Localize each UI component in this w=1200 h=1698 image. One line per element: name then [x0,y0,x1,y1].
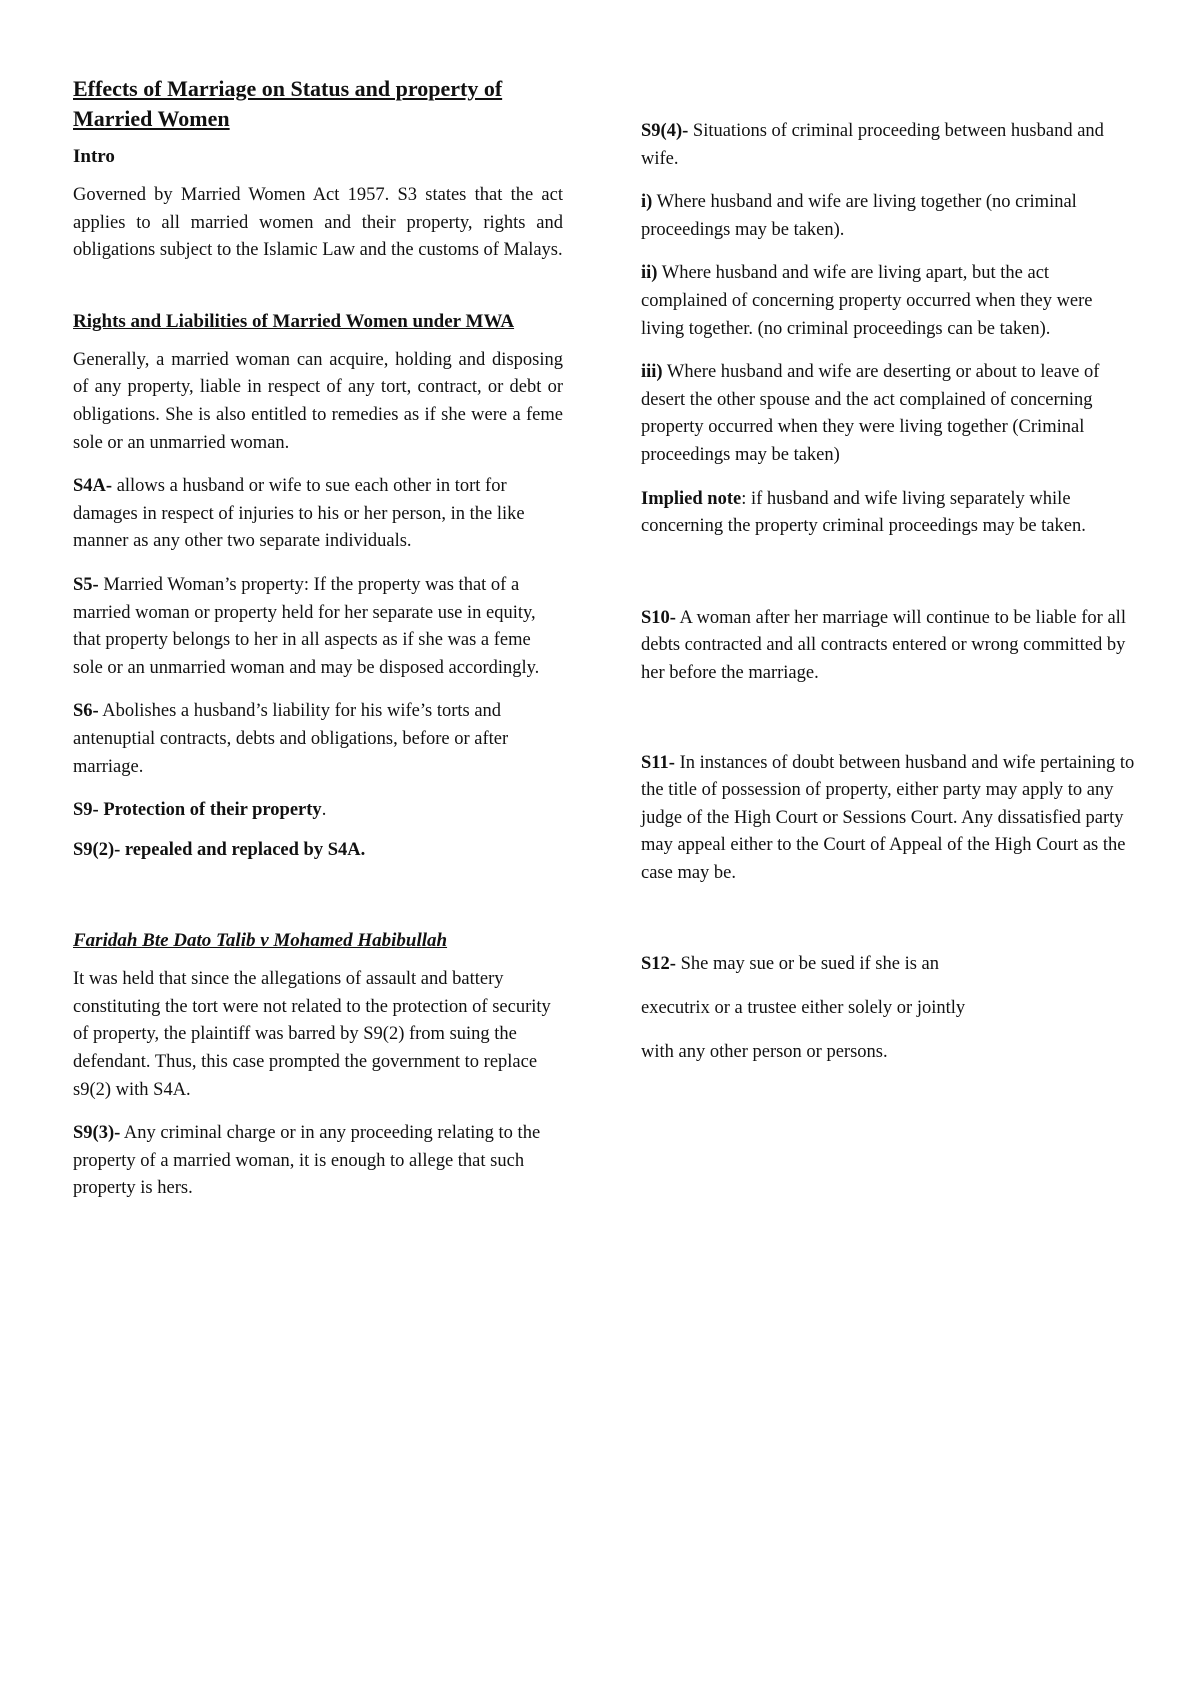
s6-label: S6- [73,701,99,722]
s12-text-1: She may sue or be sued if she is an [675,954,940,975]
item-ii-label: ii) [641,263,658,284]
item-i-text: Where husband and wife are living together (no criminal proceedings may be taken). [641,192,1077,240]
rights-heading: Rights and Liabilities of Married Women under MWA [73,310,515,332]
rights-paragraph: Generally, a married woman can acquire, holding and disposing of any property, liable in respect of any tort, contract, or debt or obligations. She is also entitled to remedies as if she were a feme sole or an unmarried woman. [73,349,563,453]
s12-paragraph [641,951,1139,979]
implied-note-label: Implied note [641,488,742,509]
s9-text: S9- Protection of their property [73,800,322,821]
s4a-text: allows a husband or wife to sue each other in tort for damages in respect of injuries to his or her person, in the like manner as any other two separate individuals. [73,476,525,552]
spacer [73,281,563,309]
s4a-paragraph [73,473,563,556]
s10-label: S10- [641,607,676,628]
implied-note-text: : if husband and wife living separately while concerning the property criminal proceedings may be taken. [641,488,1086,537]
right-column [641,118,1139,1082]
s11-text: In instances of doubt between husband and wife pertaining to the title of possession of property, either party may apply to any judge of the High Court or Sessions Court. Any dissatisfied party may appeal either to the Court of Appeal of the High Court as the case may be. [641,752,1135,883]
document-title: Effects of Marriage on Status and property of Married Women [73,76,503,131]
item-iii-text: Where husband and wife are deserting or about to leave of desert the other spouse and the act complained of concerning property occurred when they were living together (Criminal proceedings may be taken) [641,362,1100,465]
s92-text: S9(2)- repealed and replaced by S4A. [73,839,366,860]
s5-paragraph [73,572,563,682]
s12-label: S12- [641,954,676,975]
s11-label: S11- [641,752,675,773]
s93-paragraph [73,1120,563,1203]
s93-label: S9(3)- [73,1123,121,1144]
s10-paragraph [641,605,1139,688]
s5-text: Married Woman’s property: If the property was that of a married woman or property held for her separate use in equity, that property belongs to her in all aspects as if she was a feme sole or an unmarried woman and may be disposed accordingly. [73,574,540,678]
intro-heading: Intro [73,146,115,167]
spacer [641,557,1139,605]
case-paragraph: It was held that since the allegations of assault and battery constituting the tort were not related to the protection of security of property, the plaintiff was barred by S9(2) from suing the defendant. Thus, this case prompted the government to replace s9(2) with S4A. [73,969,551,1100]
spacer [73,880,563,928]
s9-paragraph [73,797,563,825]
s94-label: S9(4)- [641,121,689,141]
s9-suffix: . [321,800,327,821]
item-i-paragraph [641,189,1139,244]
s5-label: S5- [73,574,99,595]
spacer [641,704,1139,750]
intro-paragraph: Governed by Married Women Act 1957. S3 states that the act applies to all married women and their property, rights and obligations subject to the Islamic Law and the customs of Malays. [73,185,563,261]
item-iii-paragraph [641,359,1139,469]
s6-paragraph [73,698,563,781]
s12-line-3: with any other person or persons. [641,1041,888,1062]
left-column [73,74,563,1219]
s10-text: A woman after her marriage will continue to be liable for all debts contracted and all contracts entered or wrong committed by her before the marriage. [641,607,1126,683]
s93-text: Any criminal charge or in any proceeding relating to the property of a married woman, it is enough to allege that such property is hers. [73,1123,541,1199]
item-ii-text: Where husband and wife are living apart, but the act complained of concerning property occurred when they were living together. (no criminal proceedings can be taken). [641,263,1093,339]
spacer [641,903,1139,951]
s94-text: Situations of criminal proceeding between husband and wife. [641,121,1104,169]
s4a-label: S4A- [73,476,113,497]
item-iii-label: iii) [641,362,663,383]
s11-paragraph [641,750,1139,888]
s12-line-2: executrix or a trustee either solely or jointly [641,998,966,1019]
s6-text: Abolishes a husband’s liability for his wife’s torts and antenuptial contracts, debts and obligations, before or after marriage. [73,701,509,777]
s94-paragraph [641,118,1139,173]
item-i-label: i) [641,192,653,213]
case-heading: Faridah Bte Dato Talib v Mohamed Habibullah [73,930,448,952]
implied-note-paragraph [641,486,1139,541]
s92-paragraph [73,837,563,865]
item-ii-paragraph [641,260,1139,343]
